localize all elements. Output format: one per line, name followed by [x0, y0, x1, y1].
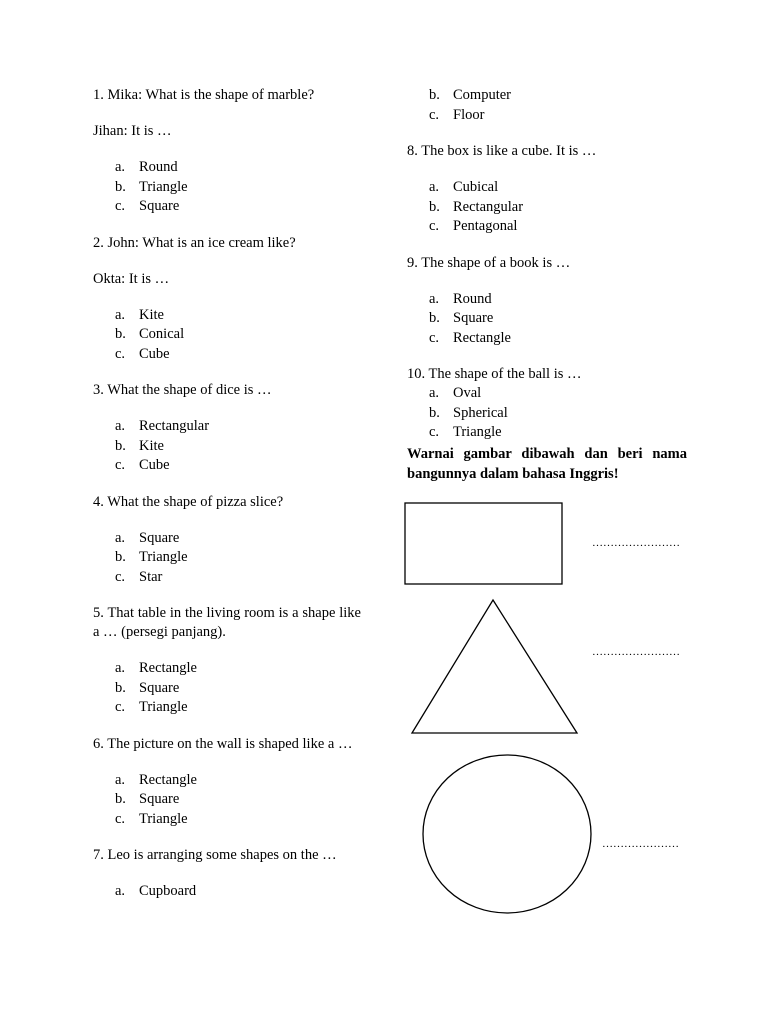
option-8a: a. Cubical — [429, 179, 499, 195]
answer-blank-triangle: …………………… — [592, 646, 680, 658]
option-7a: a. Cupboard — [115, 883, 197, 899]
options-3 — [93, 417, 361, 476]
option-4c: c. Star — [115, 568, 163, 585]
option-5a: a. Rectangle — [115, 660, 197, 676]
options-7-continued — [407, 86, 687, 125]
option-7b: b. Computer — [429, 87, 511, 103]
option-3a: a. Rectangular — [115, 418, 210, 434]
options-5 — [93, 659, 361, 718]
option-1c: c. Square — [115, 198, 180, 214]
question-3: 3. What the shape of dice is … — [93, 382, 272, 398]
circle-shape — [421, 753, 593, 915]
question-5: 5. That table in the living room is a shape like a … (persegi panjang). — [93, 605, 361, 640]
question-4: 4. What the shape of pizza slice? — [93, 493, 284, 510]
left-column — [93, 86, 361, 902]
question-8: 8. The box is like a cube. It is … — [407, 143, 597, 159]
right-column — [407, 86, 687, 484]
option-4a: a. Square — [115, 529, 180, 546]
triangle-shape — [410, 598, 580, 736]
option-8b: b. Rectangular — [429, 198, 524, 215]
question-6: 6. The picture on the wall is shaped like a … — [93, 735, 353, 752]
option-1b: b. Triangle — [115, 178, 188, 195]
options-10 — [407, 384, 687, 443]
options-9 — [407, 290, 687, 349]
option-7c: c. Floor — [429, 106, 485, 123]
option-10b: b. Spherical — [429, 404, 508, 421]
option-6a: a. Rectangle — [115, 771, 197, 788]
answer-prompt-2: Okta: It is … — [93, 270, 170, 287]
option-10c: c. Triangle — [429, 424, 502, 440]
question-7: 7. Leo is arranging some shapes on the … — [93, 847, 337, 863]
option-5b: b. Square — [115, 679, 180, 696]
option-3b: b. Kite — [115, 437, 164, 454]
option-6b: b. Square — [115, 791, 180, 807]
options-1 — [93, 158, 361, 217]
option-2a: a. Kite — [115, 306, 164, 323]
rectangle-shape — [404, 502, 564, 586]
option-9b: b. Square — [429, 310, 494, 326]
option-9a: a. Round — [429, 290, 492, 307]
options-6 — [93, 771, 361, 830]
option-1a: a. Round — [115, 159, 178, 175]
option-8c: c. Pentagonal — [429, 218, 518, 234]
answer-blank-rectangle: …………………… — [592, 537, 680, 549]
option-4b: b. Triangle — [115, 549, 188, 565]
options-8 — [407, 178, 687, 237]
option-10a: a. Oval — [429, 385, 482, 401]
option-2c: c. Cube — [115, 345, 170, 362]
answer-blank-circle: ………………… — [602, 838, 679, 850]
option-9c: c. Rectangle — [429, 329, 511, 346]
coloring-instruction: Warnai gambar dibawah dan beri nama bangunnya dalam bahasa Inggris! — [407, 445, 687, 482]
options-7 — [93, 882, 361, 902]
answer-prompt-1: Jihan: It is … — [93, 123, 172, 139]
options-2 — [93, 306, 361, 365]
option-5c: c. Triangle — [115, 699, 188, 715]
option-6c: c. Triangle — [115, 810, 188, 827]
options-4 — [93, 529, 361, 588]
question-9: 9. The shape of a book is … — [407, 254, 571, 271]
option-3c: c. Cube — [115, 457, 170, 473]
question-10: 10. The shape of the ball is … — [407, 366, 582, 382]
question-2: 2. John: What is an ice cream like? — [93, 234, 296, 251]
option-2b: b. Conical — [115, 326, 185, 342]
question-1: 1. Mika: What is the shape of marble? — [93, 87, 315, 103]
